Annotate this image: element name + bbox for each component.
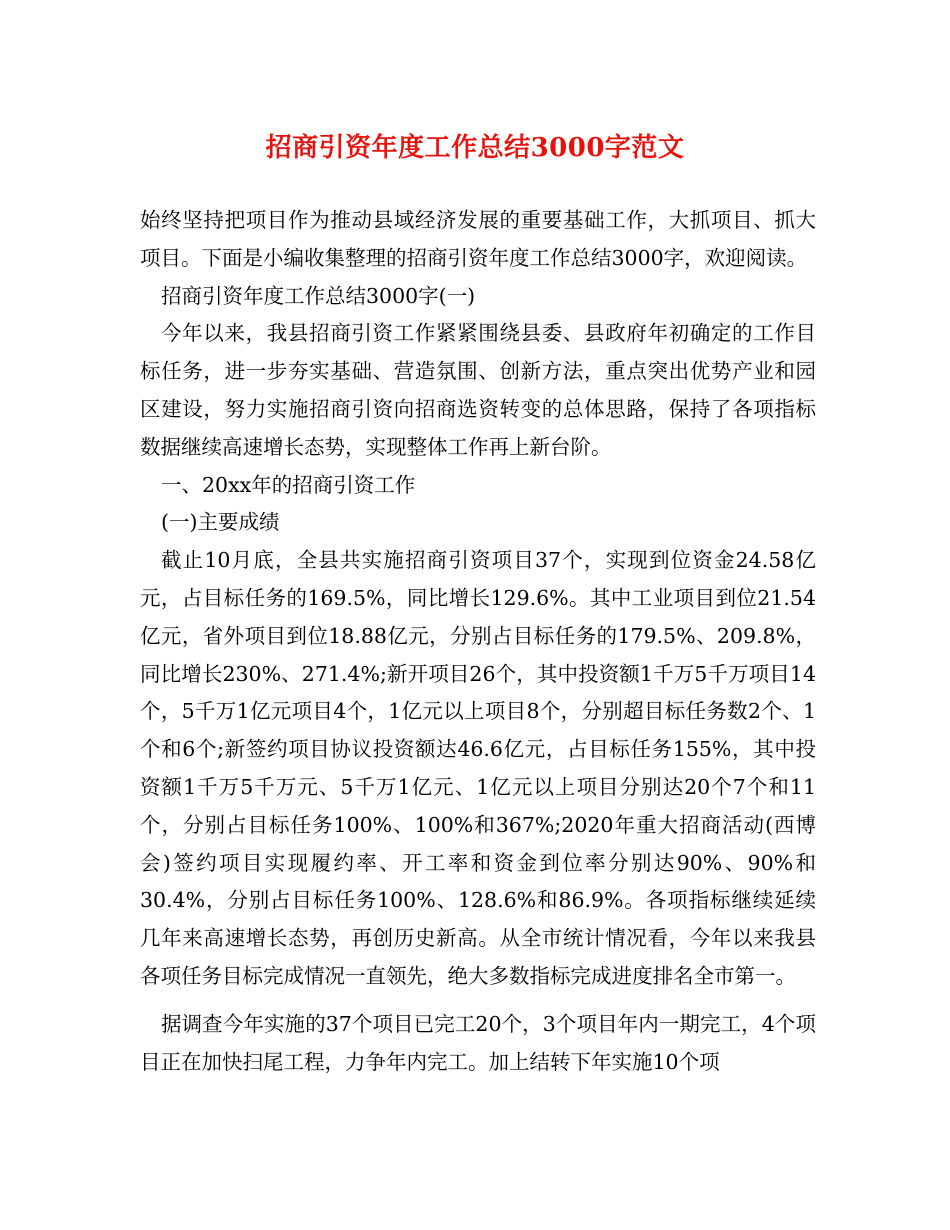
- survey-paragraph: 据调查今年实施的37个项目已完工20个，3个项目年内一期完工，4个项目正在加快扫尾工程，力争年内完工。加上结转下年实施10个项: [140, 1011, 816, 1074]
- subsection-heading: (一)主要成绩: [161, 510, 280, 535]
- document-title: 招商引资年度工作总结3000字范文: [265, 133, 685, 163]
- intro-paragraph: 始终坚持把项目作为推动县域经济发展的重要基础工作，大抓项目、抓大项目。下面是小编收集整理的招商引资年度工作总结3000字，欢迎阅读。: [140, 208, 816, 270]
- chapter-heading: 一、20xx年的招商引资工作: [161, 472, 416, 497]
- achievements-paragraph: 截止10月底，全县共实施招商引资项目37个，实现到位资金24.58亿元，占目标任务的169.5%，同比增长129.6%。其中工业项目到位21.54亿元，省外项目到位18.88亿元，分别占目标任务的179.5%、209.8%，同比增长230%、271.4%;新开项目26个，其中投资额1千万5千万项目14个，5千万1亿元项目4个，1亿元以上项目8个，分别超目标任务数2个、1个和6个;新签约项目协议投资额达46.6亿元，占目标任务155%，其中投资额1千万5千万元、5千万1亿元、1亿元以上项目分别达20个7个和11个，分别占目标任务100%、100%和367%;2020年重大招商活动(西博会)签约项目实现履约率、开工率和资金到位率分别达90%、90%和30.4%，分别占目标任务100%、128.6%和86.9%。各项指标继续延续几年来高速增长态势，再创历史新高。从全市统计情况看，今年以来我县各项任务目标完成情况一直领先，绝大多数指标完成进度排名全市第一。: [140, 548, 816, 988]
- section-heading: 招商引资年度工作总结3000字(一): [161, 283, 476, 308]
- body-paragraph: 今年以来，我县招商引资工作紧紧围绕县委、县政府年初确定的工作目标任务，进一步夯实基础、营造氛围、创新方法，重点突出优势产业和园区建设，努力实施招商引资向招商选资转变的总体思路，保持了各项指标数据继续高速增长态势，实现整体工作再上新台阶。: [140, 321, 816, 459]
- document-body: [140, 202, 816, 1081]
